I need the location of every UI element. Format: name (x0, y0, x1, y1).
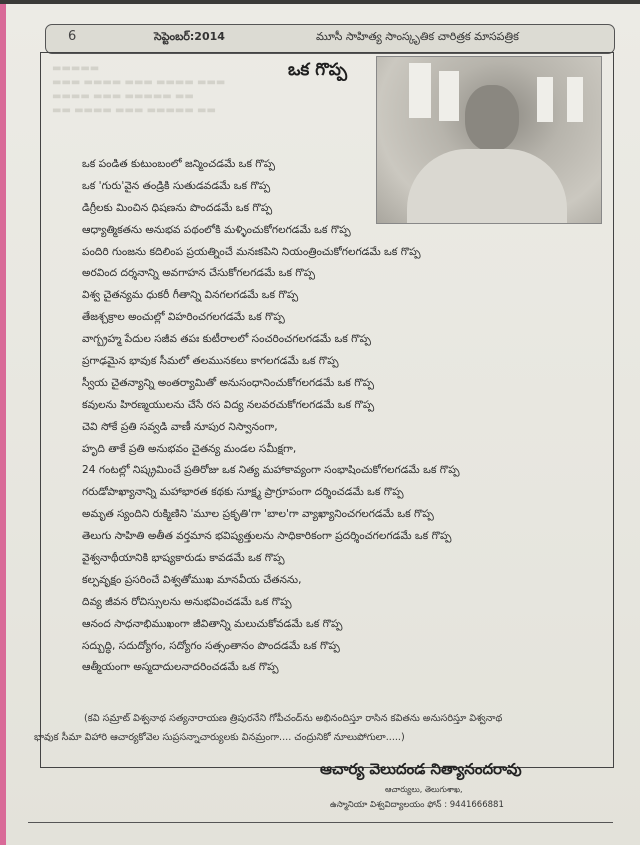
bleed-through-text: ▬▬▬▬▬ ▬▬▬ ▬▬▬▬ ▬▬▬ ▬▬▬▬ ▬▬▬ ▬▬▬▬ ▬▬▬ ▬▬▬▬▬ ▬▬ ▬▬ ▬▬▬▬ ▬▬▬ ▬▬▬▬▬ ▬▬ (52, 63, 226, 116)
poem-line: ఆధ్యాత్మికతను అనుభవ పథంలోకి మళ్ళించుకోగలగడమే ఒక గొప్ప (82, 223, 351, 236)
poem-line: ఒక పండిత కుటుంబంలో జన్మించడమే ఒక గొప్ప (82, 158, 276, 170)
poem-line: తేజశ్చక్రాల అంచుల్లో విహరించగలగడమే ఒక గొప్ప (82, 311, 285, 324)
poem-line: ప్రగాఢమైన భావుక సీమలో తలమునకలు కాగలగడమే ఒక గొప్ప (82, 355, 339, 368)
poem-line: కల్పవృక్షం ప్రసరించే విశ్వతోముఖ మానవీయ చేతనను, (82, 573, 302, 586)
portrait-head (465, 85, 519, 151)
dedication-line-1: (కవి సమ్రాట్ విశ్వనాథ సత్యనారాయణ త్రిపురనేని గోపీచంద్‌ను అభినందిస్తూ రాసిన కవితను అనుసరిస్తూ విశ్వనాథ (84, 713, 503, 724)
poem-line: దివ్య జీవన రోచిస్సులను అనుభవించడమే ఒక గొప్ప (82, 595, 292, 608)
poem-line: అరవింద దర్శనాన్ని అవగాహన చేసుకోగలగడమే ఒక గొప్ప (82, 267, 316, 280)
poem-line: 24 గంటల్లో నిష్క్రమించే ప్రతిరోజు ఒక నిత్య మహాకావ్యంగా సంభాషించుకోగలగడమే ఒక గొప్ప (82, 464, 460, 477)
poem-line: గరుడోపాఖ్యానాన్ని మహాభారత కథకు సూక్ష్మ ప్రాగ్రూపంగా దర్శించడమే ఒక గొప్ప (82, 486, 404, 499)
poem-line: పందిరి గుంజను కదిలింప ప్రయత్నించే మనఃకపిని నియంత్రించుకోగలగడమే ఒక గొప్ప (82, 245, 421, 258)
poem-line: అమృత స్యందిని రుక్మిణిని 'మూల ప్రకృతి'గా 'బాల'గా వ్యాఖ్యానించగలగడమే ఒక గొప్ప (82, 508, 434, 521)
author-name: ఆచార్య వెలుదండ నిత్యానందరావు (320, 760, 522, 778)
poem-line: స్వీయ చైతన్యాన్ని అంతర్యామితో అనుసంధానించుకోగలగడమే ఒక గొప్ప (82, 376, 375, 389)
article-bottom-rule (28, 822, 613, 823)
poem-line: సద్బుద్ధి, సదుద్యోగం, సద్యోగం సత్సంతానం పొందడమే ఒక గొప్ప (82, 639, 340, 652)
author-title: ఆచార్యులు, తెలుగుశాఖ, (385, 785, 463, 794)
scan-shadow (0, 0, 640, 4)
page-number: 6 (68, 29, 77, 44)
dedication-line-2: భావుక సీమా విహారి ఆచార్యకోవెల సుప్రసన్నాచార్యులకు వినమ్రంగా.... చంద్రునికో నూలుపోగులా.....) (34, 732, 405, 743)
author-affiliation: ఉస్మానియా విశ్వవిద్యాలయం ఫోన్ : 9441666881 (330, 800, 504, 810)
issue-date: సెప్టెంబర్:2014 (154, 30, 225, 43)
poem-line: డిగ్రీలకు మించిన ధిషణను పొందడమే ఒక గొప్ప (82, 201, 273, 214)
poem-line: కవులను హిరణ్మయులను చేసే రస విద్య నలవరచుకోగలగడమే ఒక గొప్ప (82, 398, 375, 411)
poem-line: ఆత్మీయంగా అస్మదాదులనాదరించడమే ఒక గొప్ప (82, 661, 279, 674)
publication-name: మూసీ సాహిత్య సాంస్కృతిక చారిత్రక మాసపత్రిక (316, 30, 519, 43)
poem-line: వాగ్బ్రహ్మ పేదుల సజీవ తపః కుటీరాలలో సంచరించగలగడమే ఒక గొప్ప (82, 333, 371, 346)
page-header (45, 24, 615, 54)
poem-line: వైశ్వనాథీయానికి భాష్యకారుడు కావడమే ఒక గొప్ప (82, 552, 285, 565)
poem-line: ఆనంద సాధనాభిముఖంగా జీవితాన్ని మలుచుకోవడమే ఒక గొప్ప (82, 617, 343, 630)
poem-line: విశ్వ చైతన్యమ ధుకరీ గీతాన్ని వినగలగడమే ఒక గొప్ప (82, 289, 299, 302)
poem-line: చెవి సోకే ప్రతి సవ్వడి వాణీ నూపుర నిస్వానంగా, (82, 420, 278, 433)
dedication-note (34, 709, 614, 747)
article-title: ఒక గొప్ప (288, 60, 347, 80)
poem-line: హృది తాకే ప్రతి అనుభవం చైతన్య మండల సమీక్షగా, (82, 442, 297, 455)
poem-line: తెలుగు సాహితి అతీత వర్తమాన భవిష్యత్తులను సాధికారికంగా ప్రదర్శించగలగడమే ఒక గొప్ప (82, 530, 452, 543)
poem-body (82, 154, 612, 679)
poem-line: ఒక 'గురు'వైన తండ్రికి సుతుడవడమే ఒక గొప్ప (82, 179, 271, 192)
